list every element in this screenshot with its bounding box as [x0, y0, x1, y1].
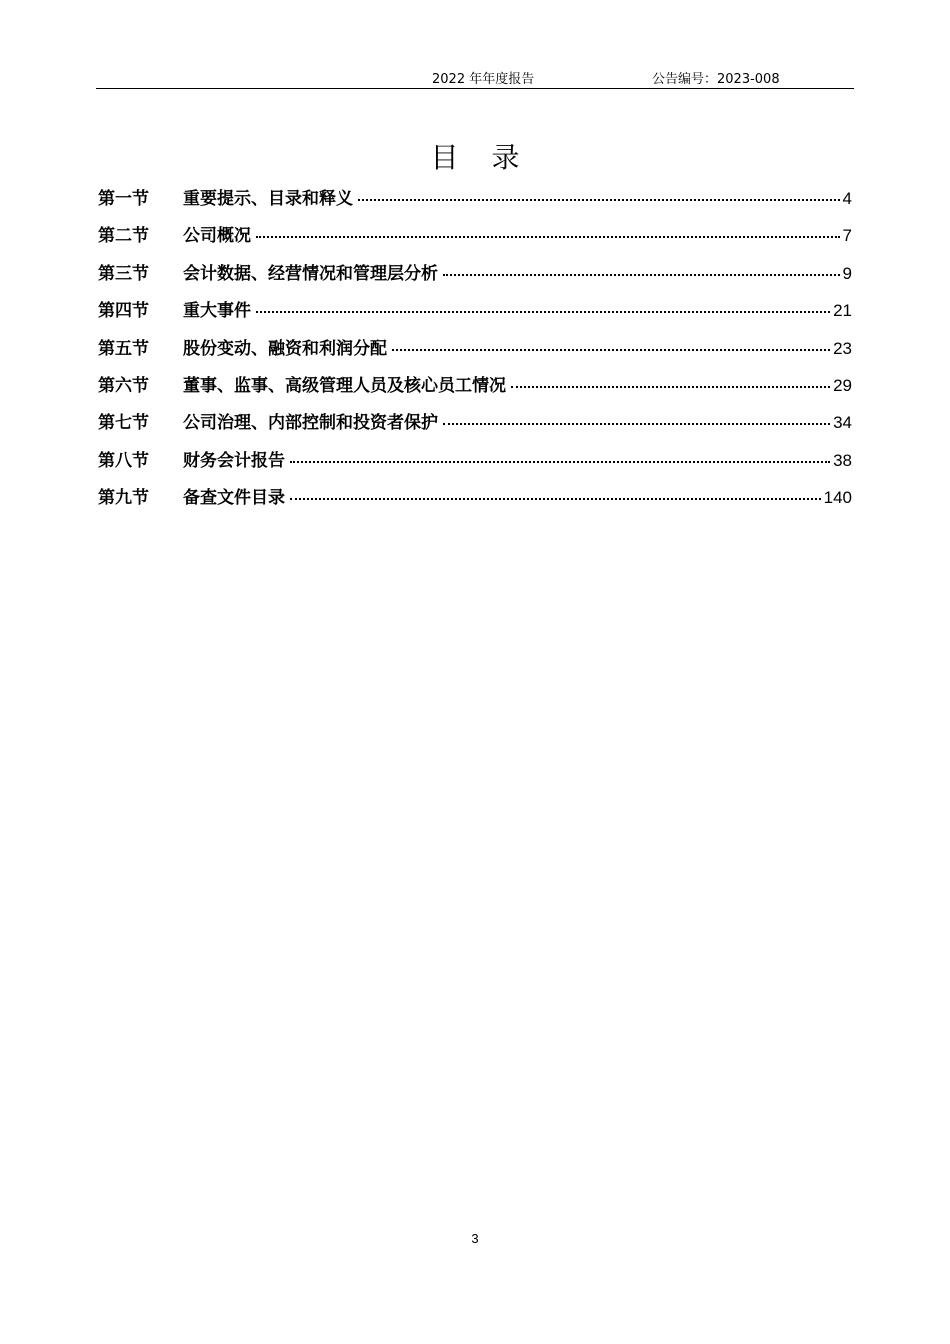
toc-entry[interactable]	[98, 221, 852, 258]
toc-dot-leader	[290, 461, 830, 463]
toc-dot-leader	[443, 423, 830, 425]
toc-dot-leader	[256, 311, 830, 313]
toc-section-title: 公司概况	[183, 226, 251, 247]
toc-section-number: 第三节	[98, 263, 149, 284]
toc-page-number: 34	[833, 413, 852, 433]
toc-section-number: 第四节	[98, 301, 149, 322]
toc-section-number: 第九节	[98, 488, 149, 509]
footer-page-number: 3	[471, 1231, 479, 1246]
toc-page-number: 29	[833, 375, 852, 395]
report-name: 2022 年年度报告	[432, 72, 535, 87]
toc-page-number: 23	[833, 338, 852, 358]
notice-number: 公告编号：2023-008	[652, 72, 780, 87]
table-of-contents	[98, 184, 852, 521]
toc-section-number: 第六节	[98, 375, 149, 396]
toc-section-title: 财务会计报告	[183, 450, 285, 471]
toc-page-number: 140	[823, 488, 852, 508]
toc-entry[interactable]	[98, 296, 852, 333]
toc-page-number: 4	[842, 189, 852, 208]
toc-page-number: 9	[842, 263, 852, 283]
toc-dot-leader	[511, 386, 830, 388]
page-header	[96, 66, 854, 89]
toc-page-number: 7	[842, 226, 852, 246]
toc-dot-leader	[443, 274, 840, 276]
toc-section-title: 会计数据、经营情况和管理层分析	[183, 263, 438, 284]
toc-entry[interactable]	[98, 483, 852, 520]
toc-entry[interactable]	[98, 184, 852, 221]
toc-dot-leader	[392, 349, 830, 351]
toc-entry[interactable]	[98, 408, 852, 445]
toc-section-title: 重要提示、目录和释义	[183, 189, 353, 209]
toc-entry[interactable]	[98, 446, 852, 483]
toc-section-number: 第一节	[98, 189, 149, 209]
toc-section-title: 重大事件	[183, 301, 251, 322]
toc-dot-leader	[358, 199, 840, 201]
toc-entry[interactable]	[98, 334, 852, 371]
toc-page-number: 21	[833, 301, 852, 321]
toc-section-title: 董事、监事、高级管理人员及核心员工情况	[183, 375, 506, 396]
toc-section-title: 公司治理、内部控制和投资者保护	[183, 413, 438, 434]
toc-section-number: 第五节	[98, 338, 149, 359]
toc-entry[interactable]	[98, 371, 852, 408]
toc-section-number: 第八节	[98, 450, 149, 471]
toc-dot-leader	[256, 236, 840, 238]
toc-section-number: 第七节	[98, 413, 149, 434]
toc-page-number: 38	[833, 450, 852, 470]
toc-section-number: 第二节	[98, 226, 149, 247]
toc-title: 目 录	[430, 141, 532, 174]
toc-entry[interactable]	[98, 259, 852, 296]
toc-section-title: 股份变动、融资和利润分配	[183, 338, 387, 359]
toc-section-title: 备查文件目录	[183, 488, 285, 509]
toc-dot-leader	[290, 498, 821, 500]
